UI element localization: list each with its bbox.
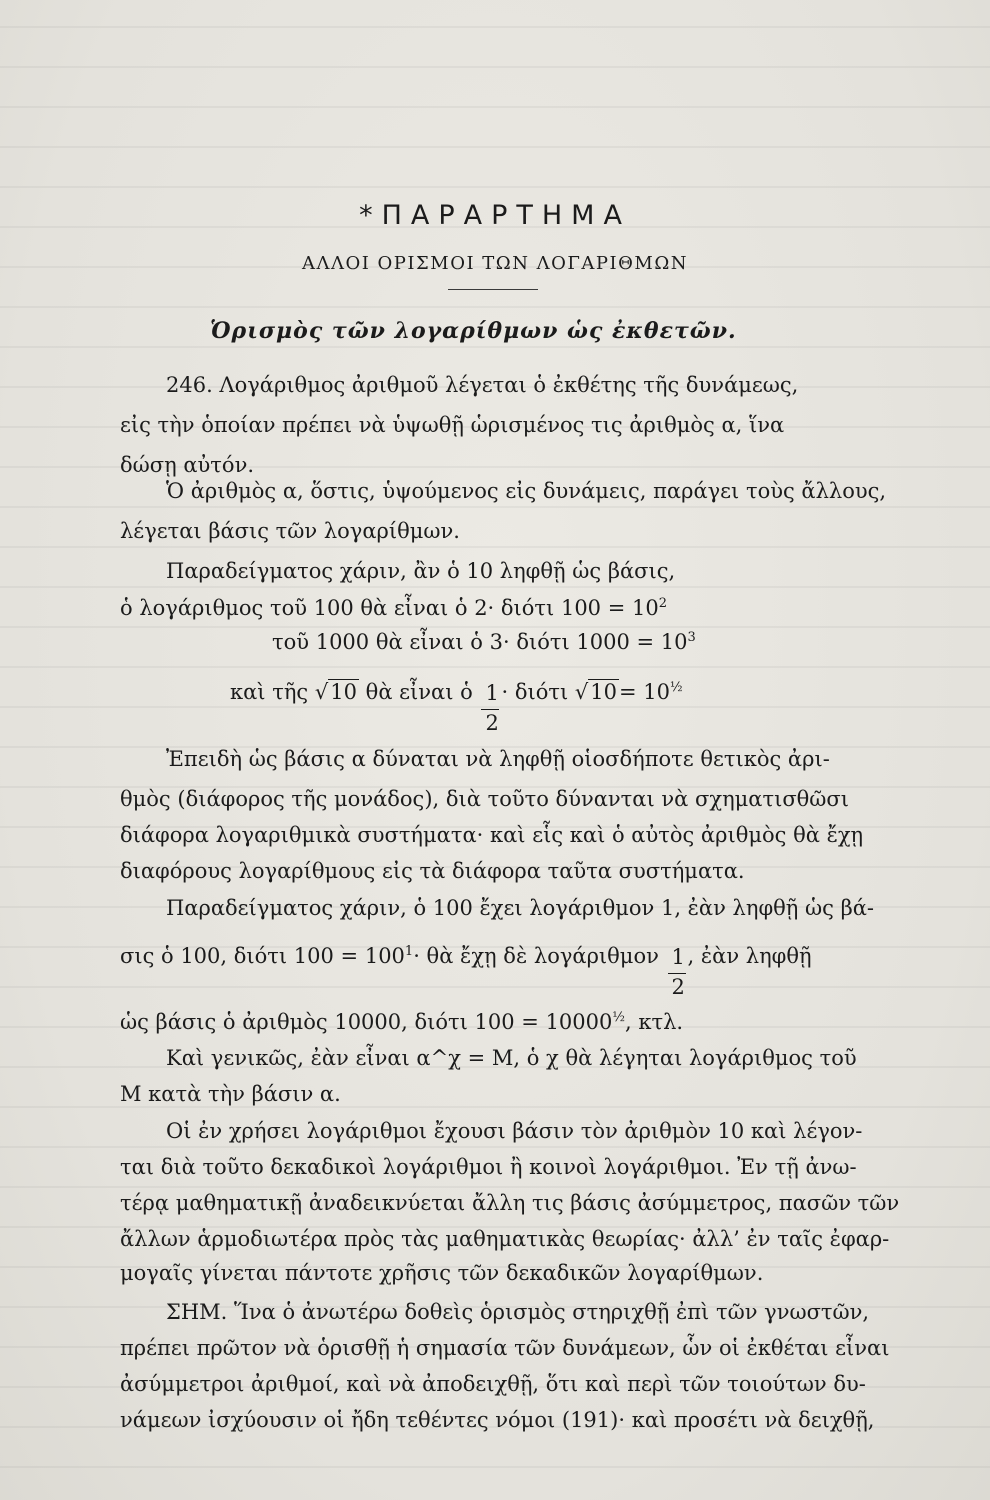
text-line: Μ κατὰ τὴν βάσιν α. [120, 1082, 341, 1106]
text-line: Παραδείγματος χάριν, ἂν ὁ 10 ληφθῇ ὡς βάσις, [166, 559, 676, 583]
text-line: νάμεων ἰσχύουσιν οἱ ἤδη τεθέντες νόμοι (191)· καὶ προσέτι νὰ δειχθῇ, [120, 1408, 875, 1432]
text-line: διαφόρους λογαρίθμους εἰς τὰ διάφορα ταῦτα συστήματα. [120, 859, 745, 883]
example-line-4: σις ὁ 100, διότι $100 = 100^1\cdot$ θὰ ἔχῃ δὲ λογάριθμον $\frac{1}{2}$ , ἐὰν ληφθῇ [120, 944, 812, 999]
text-line: δώσῃ αὐτόν. [120, 453, 255, 477]
text-line: Καὶ γενικῶς, ἐὰν εἶναι α^χ = Μ, ὁ χ θὰ λέγηται λογάριθμος τοῦ [166, 1046, 857, 1070]
text-line: Οἱ ἐν χρήσει λογάριθμοι ἔχουσι βάσιν τὸν ἀριθμὸν 10 καὶ λέγον- [166, 1119, 863, 1143]
text-line: Παραδείγματος χάριν, ὁ 100 ἔχει λογάριθμον 1, ἐὰν ληφθῇ ὡς βά- [166, 896, 875, 920]
example-line-1: ὁ λογάριθμος τοῦ 100 θὰ εἶναι ὁ 2· διότι $100 = 10^2$ [120, 596, 667, 620]
appendix-subtitle: ΑΛΛΟΙ ΟΡΙΣΜΟΙ ΤΩΝ ΛΟΓΑΡΙΘΜΩΝ [301, 253, 689, 274]
text-line: Ὁ ἀριθμὸς α, ὅστις, ὑψούμενος εἰς δυνάμεις, παράγει τοὺς ἄλλους, [166, 479, 887, 503]
text-line: ἄλλων ἁρμοδιωτέρα πρὸς τὰς μαθηματικὰς θεωρίας· ἀλλ’ ἐν ταῖς ἐφαρ- [120, 1227, 890, 1251]
section-title: Ὁρισμὸς τῶν λογαρίθμων ὡς ἐκθετῶν. [210, 318, 737, 344]
text-line: ται διὰ τοῦτο δεκαδικοὶ λογάριθμοι ἢ κοινοὶ λογάριθμοι. Ἐν τῇ ἀνω- [120, 1155, 857, 1179]
text-line: μογαῖς γίνεται πάντοτε χρῆσις τῶν δεκαδικῶν λογαρίθμων. [120, 1261, 764, 1285]
text-line: διάφορα λογαριθμικὰ συστήματα· καὶ εἷς καὶ ὁ αὐτὸς ἀριθμὸς θὰ ἔχῃ [120, 823, 864, 847]
text-line: θμὸς (διάφορος τῆς μονάδος), διὰ τοῦτο δύνανται νὰ σχηματισθῶσι [120, 787, 850, 811]
appendix-title: *ΠΑΡΑΡΤΗΜΑ [359, 200, 631, 231]
text-line: εἰς τὴν ὁποίαν πρέπει νὰ ὑψωθῇ ὡρισμένος τις ἀριθμὸς α, ἵνα [120, 413, 785, 437]
example-line-2: τοῦ 1000 θὰ εἶναι ὁ 3· διότι $1000 = 10^3$ [272, 630, 696, 654]
text-line: ἀσύμμετροι ἀριθμοί, καὶ νὰ ἀποδειχθῇ, ὅτι καὶ περὶ τῶν τοιούτων δυ- [120, 1372, 866, 1396]
example-line-3: καὶ τῆς √10 θὰ εἶναι ὁ $\frac{1}{2}$ · διότι $√10= 10^{\frac{1}{2}}$ [230, 680, 683, 735]
text-line: ΣΗΜ. Ἵνα ὁ ἀνωτέρω δοθεὶς ὁρισμὸς στηριχθῇ ἐπὶ τῶν γνωστῶν, [166, 1300, 870, 1324]
text-line: πρέπει πρῶτον νὰ ὁρισθῇ ἡ σημασία τῶν δυνάμεων, ὧν οἱ ἐκθέται εἶναι [120, 1336, 890, 1360]
text-line: τέρᾳ μαθηματικῇ ἀναδεικνύεται ἄλλη τις βάσις ἀσύμμετρος, πασῶν τῶν [120, 1191, 900, 1215]
text-line: λέγεται βάσις τῶν λογαρίθμων. [120, 519, 460, 543]
title-rule [448, 289, 538, 290]
text-line: Ἐπειδὴ ὡς βάσις α δύναται νὰ ληφθῇ οἱοσδήποτε θετικὸς ἀρι- [166, 747, 830, 771]
example-line-5: ὡς βάσις ὁ ἀριθμὸς 10000, διότι $100 = 10000^{\frac{1}{2}}$, κτλ. [120, 1010, 684, 1034]
text-line: 246. Λογάριθμος ἀριθμοῦ λέγεται ὁ ἐκθέτης τῆς δυνάμεως, [166, 373, 799, 397]
